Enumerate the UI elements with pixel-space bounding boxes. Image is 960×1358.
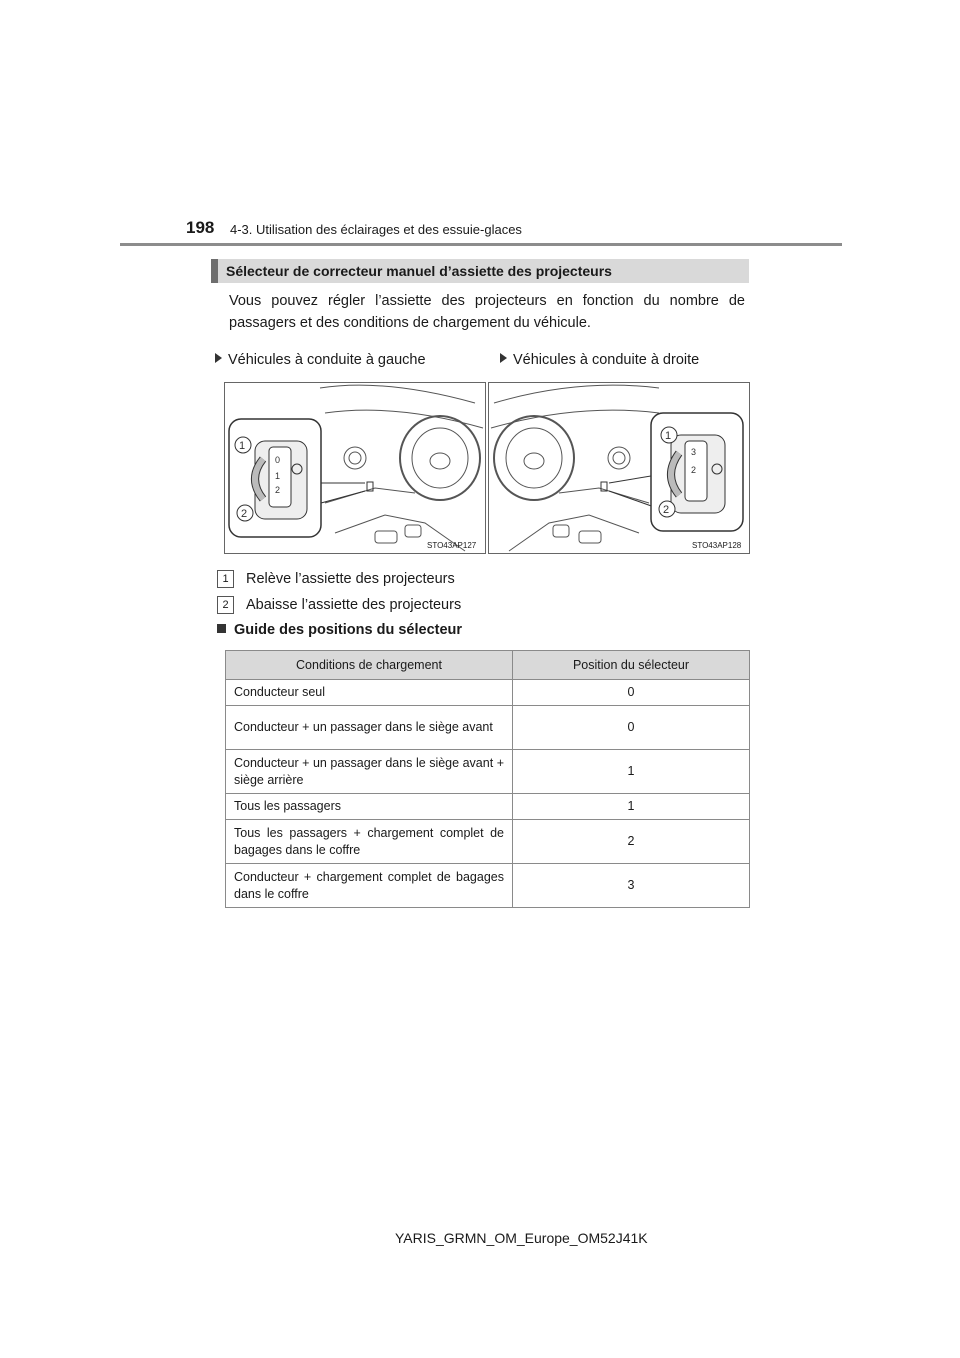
condition-cell: Tous les passagers + chargement complet de bagages dans le coffre — [226, 820, 513, 864]
variant-caption: Véhicules à conduite à droite — [513, 352, 700, 368]
page-number: 198 — [186, 218, 215, 237]
subheading-text: Guide des positions du sélecteur — [234, 622, 463, 638]
position-cell: 1 — [513, 794, 750, 820]
table-row — [226, 706, 750, 750]
callout-2-label: 2 — [663, 504, 670, 516]
variant-label-left-hand-drive — [215, 352, 426, 368]
section-heading-accent — [211, 259, 218, 283]
svg-text:1: 1 — [275, 471, 281, 481]
breadcrumb: 4-3. Utilisation des éclairages et des essuie-glaces — [230, 222, 522, 237]
footer-doc-id: YARIS_GRMN_OM_Europe_OM52J41K — [395, 1230, 648, 1246]
position-cell: 0 — [513, 680, 750, 706]
table-row — [226, 864, 750, 908]
callout-1-label: 1 — [665, 430, 672, 442]
callout-number: 2 — [217, 596, 234, 614]
illustration-code: STO43AP127 — [427, 541, 477, 550]
dashboard-drawing — [225, 383, 485, 553]
condition-cell: Conducteur + un passager dans le siège avant — [226, 706, 513, 750]
illustration-right-hand-drive — [488, 382, 750, 554]
table-row — [226, 750, 750, 794]
svg-text:3: 3 — [691, 447, 697, 457]
variant-caption: Véhicules à conduite à gauche — [228, 352, 426, 368]
triangle-bullet-icon — [215, 353, 222, 363]
section-title: Sélecteur de correcteur manuel d’assiette des projecteurs — [226, 263, 612, 279]
callout-2-label: 2 — [241, 508, 248, 520]
position-cell: 0 — [513, 706, 750, 750]
callout-item — [217, 596, 461, 614]
section-heading-bar — [211, 259, 749, 283]
position-cell: 1 — [513, 750, 750, 794]
table-row — [226, 820, 750, 864]
condition-cell: Conducteur + chargement complet de bagages dans le coffre — [226, 864, 513, 908]
svg-text:0: 0 — [275, 455, 281, 465]
header-divider — [120, 243, 842, 246]
svg-text:2: 2 — [275, 485, 281, 495]
table-header-row — [226, 651, 750, 680]
condition-cell: Conducteur seul — [226, 680, 513, 706]
illustration-left-hand-drive — [224, 382, 486, 554]
triangle-bullet-icon — [500, 353, 507, 363]
callout-number: 1 — [217, 570, 234, 588]
subheading — [217, 622, 462, 638]
condition-cell: Tous les passagers — [226, 794, 513, 820]
callout-text: Relève l’assiette des projecteurs — [246, 571, 455, 587]
illustration-code: STO43AP128 — [692, 541, 742, 550]
column-header-position: Position du sélecteur — [513, 651, 750, 680]
svg-text:2: 2 — [691, 465, 697, 475]
column-header-conditions: Conditions de chargement — [226, 651, 513, 680]
callout-item — [217, 570, 455, 588]
table-row — [226, 794, 750, 820]
condition-cell: Conducteur + un passager dans le siège avant + siège arrière — [226, 750, 513, 794]
callout-1-label: 1 — [239, 440, 246, 452]
square-bullet-icon — [217, 624, 226, 633]
position-cell: 2 — [513, 820, 750, 864]
position-cell: 3 — [513, 864, 750, 908]
variant-label-right-hand-drive — [500, 352, 699, 368]
selector-positions-table — [225, 650, 750, 908]
table-row — [226, 680, 750, 706]
callout-text: Abaisse l’assiette des projecteurs — [246, 597, 462, 613]
intro-paragraph: Vous pouvez régler l’assiette des projecteurs en fonction du nombre de passagers et des conditions de chargement du véhicule. — [229, 293, 745, 331]
dashboard-drawing — [489, 383, 749, 553]
